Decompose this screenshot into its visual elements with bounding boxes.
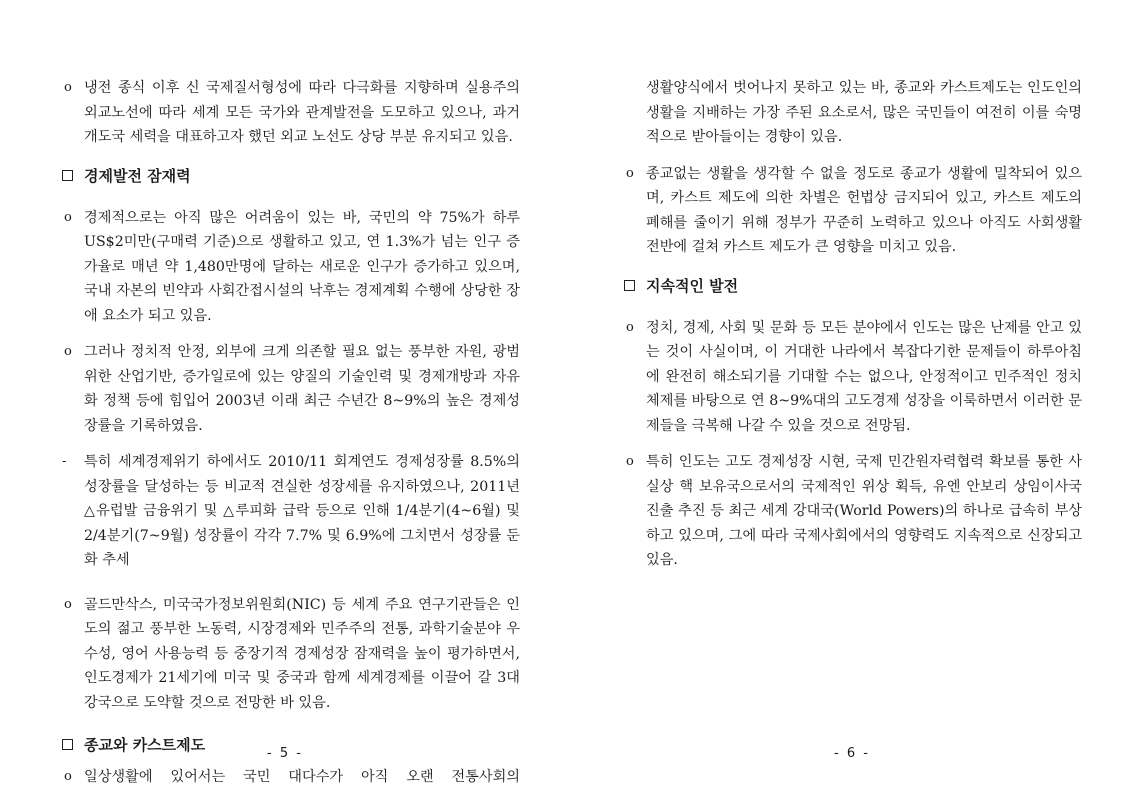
bullet-marker: o bbox=[64, 344, 72, 359]
bullet-marker: o bbox=[626, 165, 634, 181]
paragraph-world-power bbox=[622, 450, 1082, 573]
checkbox-square-icon bbox=[624, 280, 635, 291]
page-number: - 6 - bbox=[834, 746, 870, 761]
dash-marker: - bbox=[62, 454, 67, 469]
bullet-marker: o bbox=[64, 769, 72, 784]
paragraph-text: 경제적으로는 아직 많은 어려움이 있는 바, 국민의 약 75%가 하루 US$2미만(구매력 기준)으로 생활하고 있고, 연 1.3%가 넘는 인구 증가율로 매년 약 1,480만명에 달하는 새로운 인구가 증가하고 있으며, 국내 자본의 빈약과 사회간접시설의 낙후는 경제계획 수행에 상당한 장애 요소가 되고 있음. bbox=[84, 209, 520, 324]
bullet-marker: o bbox=[626, 319, 634, 335]
bullet-marker: o bbox=[626, 454, 634, 469]
paragraph-text: 골드만삭스, 미국국가정보위원회(NIC) 등 세계 주요 연구기관들은 인도의 젊고 풍부한 노동력, 시장경제와 민주주의 전통, 과학기술분야 우수성, 영어 사용능력 등 중장기적 경제성장 잠재력을 높이 평가하면서, 인도경제가 21세기에 미국 및 중국과 함께 세계경제를 이끌어 갈 3대 강국으로 도약할 것으로 전망한 바 있음. bbox=[84, 596, 520, 711]
page-number: - 5 - bbox=[267, 746, 303, 761]
paragraph-challenges bbox=[622, 316, 1082, 439]
paragraph-text: 생활양식에서 벗어나지 못하고 있는 바, 종교와 카스트제도는 인도인의 생활을 지배하는 가장 주된 요소로서, 많은 국민들이 여전히 이를 숙명적으로 받아들이는 경향이 있음. bbox=[646, 80, 1082, 145]
bullet-marker: o bbox=[64, 209, 72, 225]
paragraph-text: 그러나 정치적 안정, 외부에 크게 의존할 필요 없는 풍부한 자원, 광범위한 산업기반, 증가일로에 있는 양질의 기술인력 및 경제개방과 자유화 정책 등에 힘입어 2003년 이래 최근 수년간 8~9%의 높은 경제성장률을 기록하였음. bbox=[84, 344, 520, 434]
paragraph-text: 정치, 경제, 사회 및 문화 등 모든 분야에서 인도는 많은 난제를 안고 있는 것이 사실이며, 이 거대한 나라에서 복잡다기한 문제들이 하루아침에 완전히 해소되기를 기대할 수는 없으나, 안정적이고 민주적인 정치체제를 바탕으로 연 8~9%대의 고도경제 성장을 이룩하면서 이러한 문제들을 극복해 나갈 수 있을 것으로 전망됨. bbox=[646, 319, 1082, 434]
heading-text: 지속적인 발전 bbox=[646, 276, 739, 295]
paragraph-caste-continued bbox=[622, 76, 1082, 150]
paragraph-text: 냉전 종식 이후 신 국제질서형성에 따라 다극화를 지향하며 실용주의 외교노선에 따라 세계 모든 국가와 관계발전을 도모하고 있으나, 과거 개도국 세력을 대표하고자 했던 외교 노선도 상당 부분 유지되고 있음. bbox=[84, 80, 520, 145]
paragraph-religion-caste bbox=[622, 162, 1082, 260]
paragraph-text: 일상생활에 있어서는 국민 대다수가 아직 오랜 전통사회의 bbox=[84, 769, 520, 785]
section-heading-sustainable bbox=[622, 274, 1082, 298]
paragraph-text: 특히 인도는 고도 경제성장 시현, 국제 민간원자력협력 확보를 통한 사실상 핵 보유국으로서의 국제적인 위상 획득, 유엔 안보리 상임이사국 진출 추진 등 최근 세계 강대국(World Powers)의 하나로 급속히 부상하고 있으며, 그에 따라 국제사회에서의 영향력도 지속적으로 신장되고 있음. bbox=[646, 454, 1082, 568]
paragraph-text: 종교없는 생활을 생각할 수 없을 정도로 종교가 생활에 밀착되어 있으며, 카스트 제도에 의한 차별은 헌법상 금지되어 있고, 카스트 제도의 폐해를 줄이기 위해 정부가 꾸준히 노력하고 있으나 아직도 사회생활 전반에 걸쳐 카스트 제도가 큰 영향을 미치고 있음. bbox=[646, 165, 1082, 255]
heading-text: 종교와 카스트제도 bbox=[84, 736, 206, 754]
paragraph-text: 특히 세계경제위기 하에서도 2010/11 회계연도 경제성장률 8.5%의 성장률을 달성하는 등 비교적 견실한 성장세를 유지하였으나, 2011년 △유럽발 금융위기 및 △루피화 급락 등으로 인해 1/4분기(4~6월) 및 2/4분기(7~9월) 성장률이 각각 7.7% 및 6.9%에 그치면서 성장률 둔화 추세 bbox=[84, 454, 520, 568]
heading-text: 경제발전 잠재력 bbox=[84, 166, 191, 185]
right-column bbox=[622, 76, 1082, 585]
bullet-marker: o bbox=[64, 80, 72, 95]
bullet-marker: o bbox=[64, 596, 72, 612]
